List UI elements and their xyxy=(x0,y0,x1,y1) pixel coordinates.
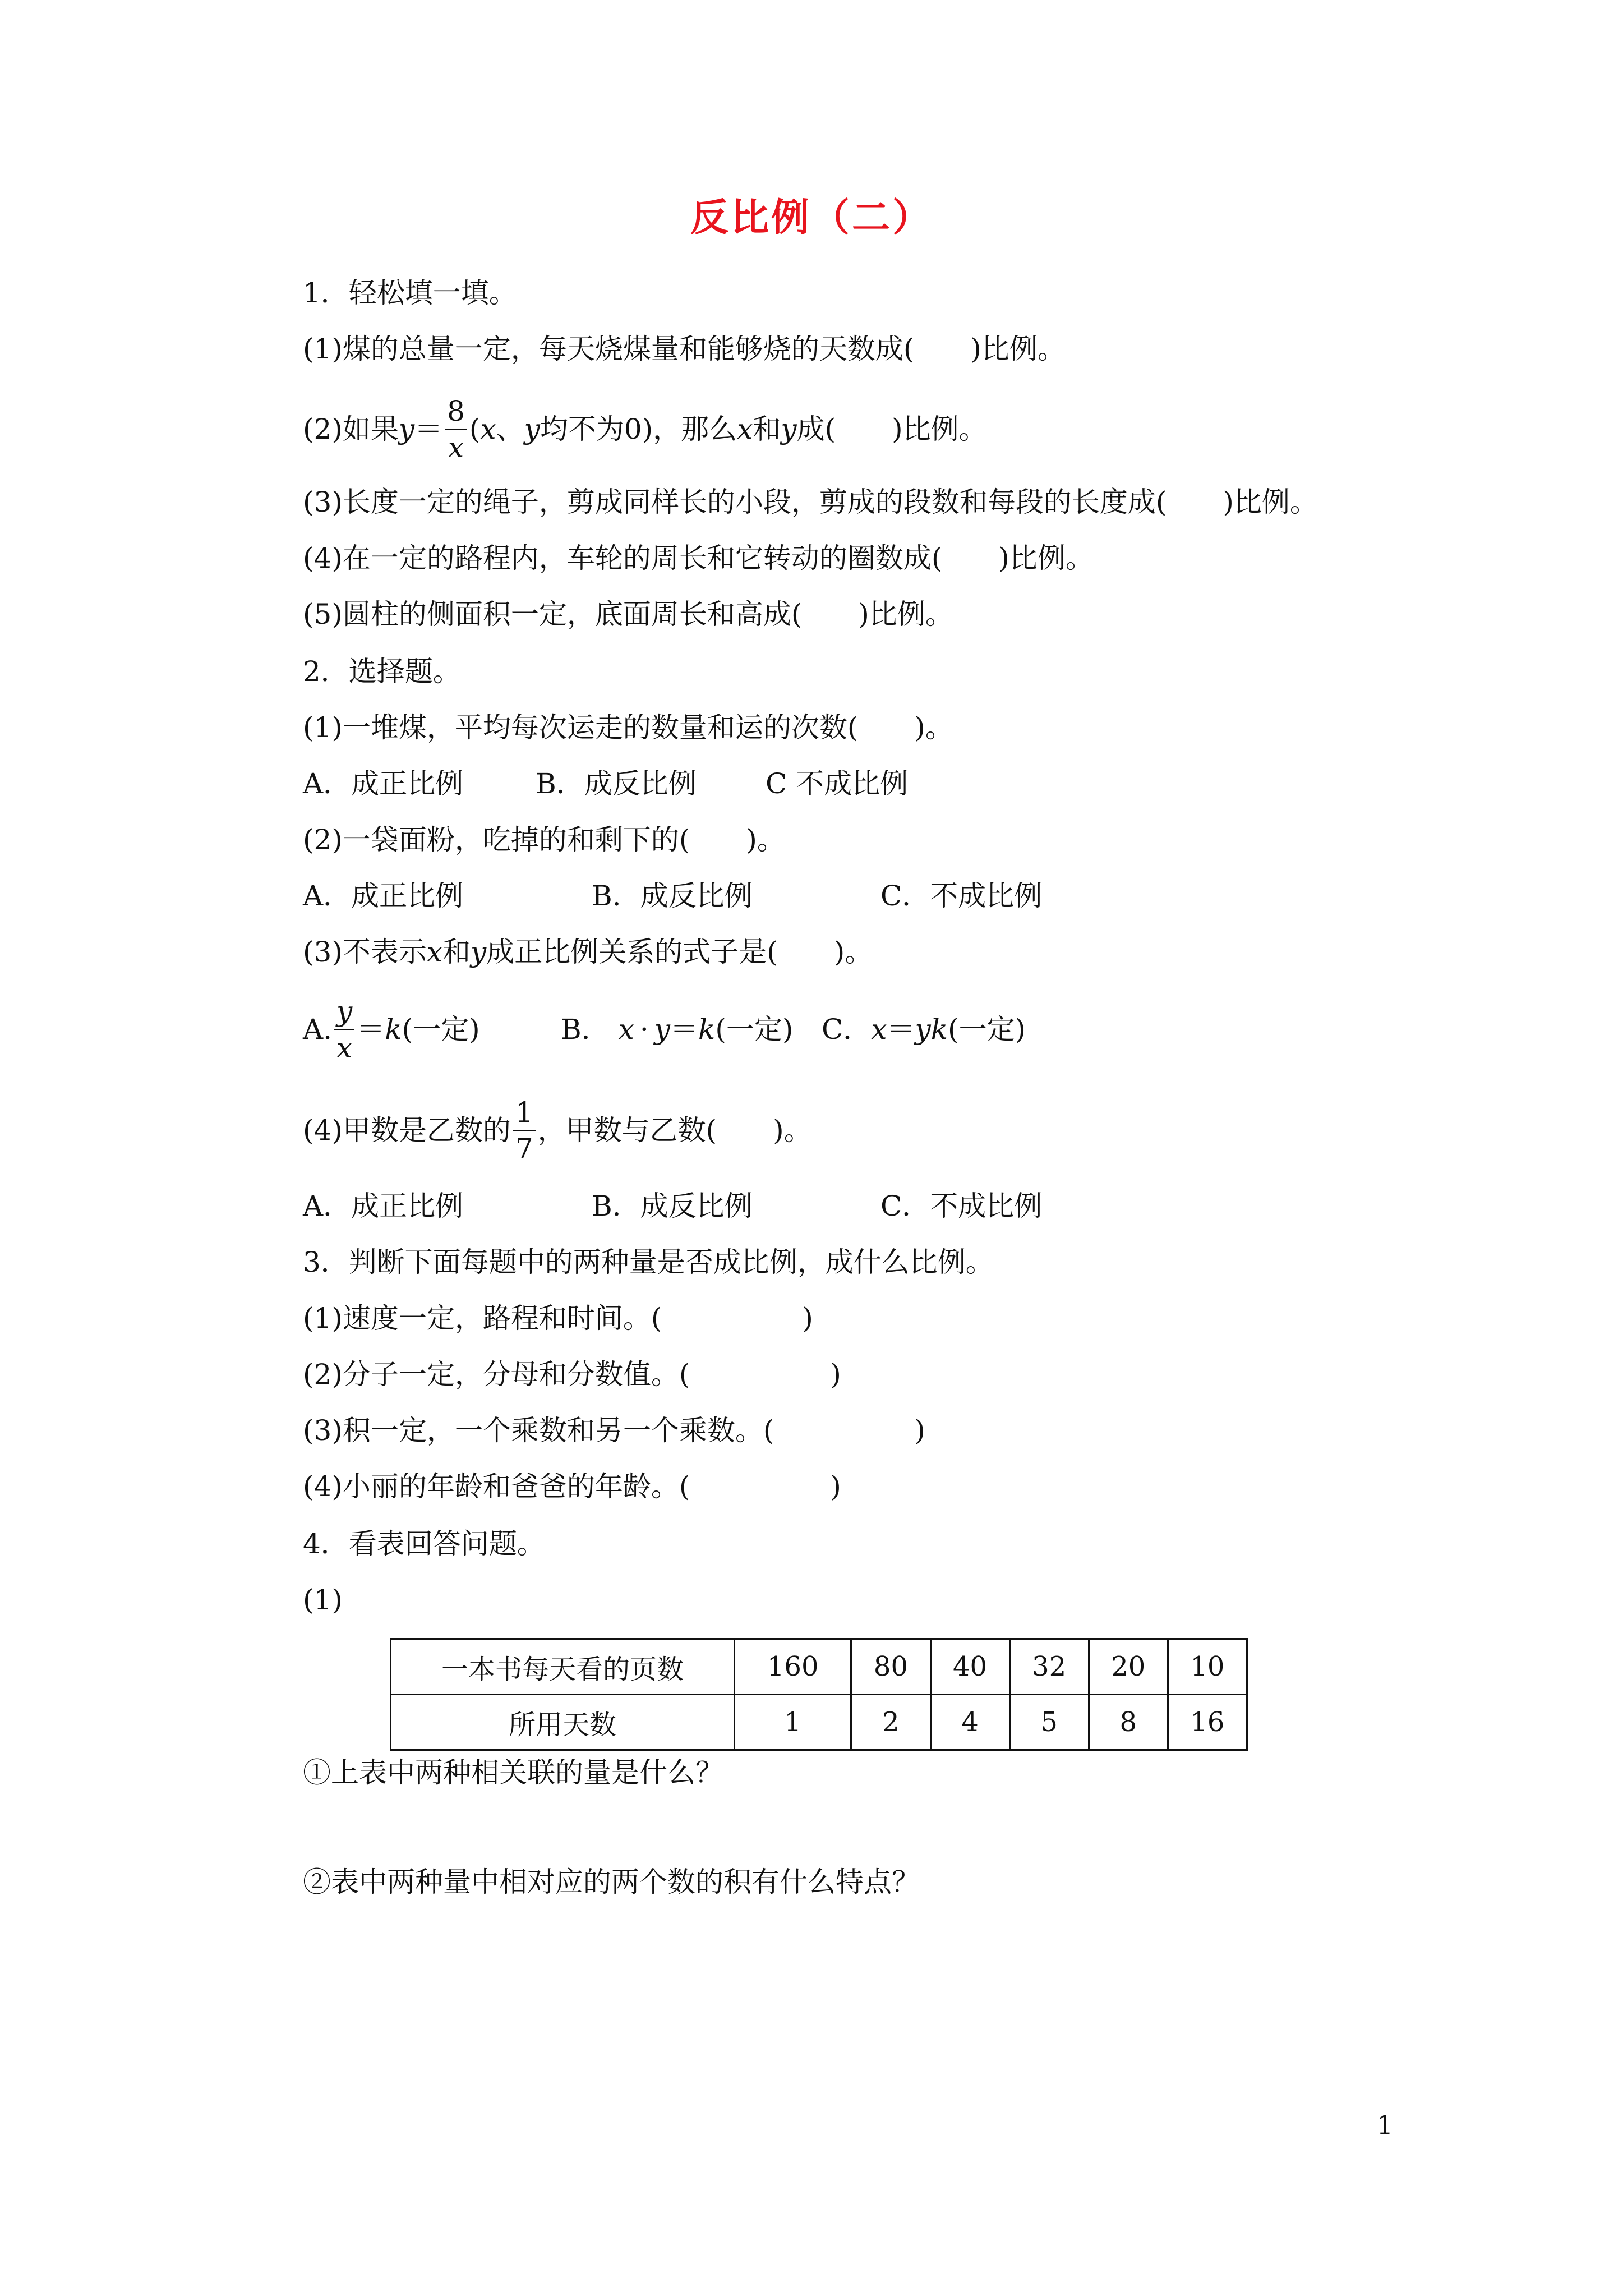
q3-item-3: (3)积一定，一个乘数和另一个乘数。( ) xyxy=(303,1414,925,1447)
equals: ＝ xyxy=(670,1013,699,1046)
q2-part-3 xyxy=(303,938,873,966)
q2-part-2-option-b: B．成反比例 xyxy=(592,880,753,912)
table-cell: 20 xyxy=(1089,1639,1168,1695)
q1-item-5: (5)圆柱的侧面积一定，底面周长和高成( )比例。 xyxy=(303,598,953,631)
q2-part-3-post: 成正比例关系的式子是( )。 xyxy=(486,936,873,968)
q2-part-4 xyxy=(303,1094,812,1167)
q1-item-4: (4)在一定的路程内，车轮的周长和它转动的圈数成( )比例。 xyxy=(303,542,1094,574)
fraction-numerator: 8 xyxy=(445,397,467,430)
q2-part-4-option-b: B．成反比例 xyxy=(592,1190,753,1222)
table-row xyxy=(391,1639,1247,1695)
q2-part-3-option-a xyxy=(303,993,480,1066)
table-row-label: 所用天数 xyxy=(391,1695,735,1750)
fraction-1-over-7 xyxy=(513,1098,536,1163)
var-k: k xyxy=(385,1013,402,1046)
table-cell: 8 xyxy=(1089,1695,1168,1750)
table-cell: 4 xyxy=(930,1695,1009,1750)
table-cell: 5 xyxy=(1009,1695,1089,1750)
equals: ＝ xyxy=(887,1013,915,1046)
q1-item-2-mid: 均不为0)，那么 xyxy=(540,413,737,445)
var-x: x xyxy=(871,1013,887,1046)
option-label: B． xyxy=(561,1013,610,1046)
q2-part-1-option-b: B．成反比例 xyxy=(536,767,697,800)
q3-item-4: (4)小丽的年龄和爸爸的年龄。( ) xyxy=(303,1470,841,1503)
data-table xyxy=(390,1638,1248,1751)
var-x: x xyxy=(480,413,496,445)
var-x: x xyxy=(426,936,443,968)
table-row-label: 一本书每天看的页数 xyxy=(391,1639,735,1695)
fraction-numerator: 1 xyxy=(513,1098,536,1131)
fraction-denominator: x xyxy=(336,1031,353,1064)
q1-item-2-post: 成( )比例。 xyxy=(796,413,987,445)
separator: 、 xyxy=(496,413,524,445)
q1-item-3: (3)长度一定的绳子，剪成同样长的小段，剪成的段数和每段的长度成( )比例。 xyxy=(303,486,1318,518)
q2-part-3-option-b xyxy=(561,1013,794,1046)
option-tail: (一定) xyxy=(715,1013,794,1046)
q2-heading: 2．选择题。 xyxy=(303,655,461,688)
equals: ＝ xyxy=(414,413,443,445)
var-y: y xyxy=(471,936,487,968)
table-cell: 2 xyxy=(851,1695,930,1750)
equals: ＝ xyxy=(357,1013,385,1046)
fraction-denominator: 7 xyxy=(515,1132,533,1165)
var-y: y xyxy=(398,413,415,445)
q1-heading: 1．轻松填一填。 xyxy=(303,277,517,309)
q2-part-2-option-c: C．不成比例 xyxy=(880,880,1043,912)
table-cell: 10 xyxy=(1168,1639,1247,1695)
table-cell: 160 xyxy=(735,1639,851,1695)
q1-item-2 xyxy=(303,393,987,466)
fraction-y-over-x xyxy=(334,997,354,1062)
table-row xyxy=(391,1695,1247,1750)
multiply-dot: · xyxy=(639,1013,649,1046)
var-y: y xyxy=(654,1013,671,1046)
table-cell: 16 xyxy=(1168,1695,1247,1750)
fraction-8-over-x xyxy=(445,394,467,464)
option-tail: (一定) xyxy=(948,1013,1026,1046)
q4-question-b: ②表中两种量中相对应的两个数的积有什么特点？ xyxy=(303,1866,920,1898)
q3-heading: 3．判断下面每题中的两种量是否成比例，成什么比例。 xyxy=(303,1246,994,1278)
q2-part-1-option-c: C 不成比例 xyxy=(766,767,909,800)
q2-part-1-option-a: A．成正比例 xyxy=(303,767,464,800)
q3-item-2: (2)分子一定，分母和分数值。( ) xyxy=(303,1358,841,1391)
fraction-denominator: x xyxy=(448,431,464,464)
q2-part-1: (1)一堆煤，平均每次运走的数量和运的次数( )。 xyxy=(303,711,953,744)
var-x: x xyxy=(737,413,753,445)
q3-item-1: (1)速度一定，路程和时间。( ) xyxy=(303,1302,813,1335)
conjunction: 和 xyxy=(753,413,781,445)
option-label: A. xyxy=(303,1013,333,1046)
q2-part-4-option-c: C．不成比例 xyxy=(880,1190,1043,1222)
fraction-numerator: y xyxy=(334,997,354,1030)
var-x: x xyxy=(618,1013,634,1046)
q2-part-3-pre: (3)不表示 xyxy=(303,936,427,968)
q1-item-2-pre: (2)如果 xyxy=(303,413,399,445)
table-cell: 40 xyxy=(930,1639,1009,1695)
q2-part-2-option-a: A．成正比例 xyxy=(303,880,464,912)
q1-item-1: (1)煤的总量一定，每天烧煤量和能够烧的天数成( )比例。 xyxy=(303,333,1066,365)
conjunction: 和 xyxy=(442,936,471,968)
var-y: y xyxy=(781,413,797,445)
q4-heading: 4．看表回答问题。 xyxy=(303,1527,545,1560)
var-k: k xyxy=(698,1013,716,1046)
table-cell: 80 xyxy=(851,1639,930,1695)
page-title: 反比例（二） xyxy=(690,196,933,240)
q2-part-4-option-a: A．成正比例 xyxy=(303,1190,464,1222)
page-number: 1 xyxy=(1376,2110,1393,2140)
var-y: y xyxy=(524,413,540,445)
q2-part-4-pre: (4)甲数是乙数的 xyxy=(303,1114,511,1147)
option-tail: (一定) xyxy=(402,1013,480,1046)
q2-part-3-option-c xyxy=(822,1013,1026,1046)
paren-open: ( xyxy=(469,413,481,445)
table-cell: 32 xyxy=(1009,1639,1089,1695)
table-cell: 1 xyxy=(735,1695,851,1750)
option-label: C． xyxy=(822,1013,872,1046)
var-yk: yk xyxy=(915,1013,948,1046)
q4-sub-1: (1) xyxy=(303,1584,343,1616)
q2-part-2: (2)一袋面粉，吃掉的和剩下的( )。 xyxy=(303,823,785,856)
q2-part-4-post: ，甲数与乙数( )。 xyxy=(537,1114,812,1147)
q4-question-a: ①上表中两种相关联的量是什么？ xyxy=(303,1756,723,1789)
